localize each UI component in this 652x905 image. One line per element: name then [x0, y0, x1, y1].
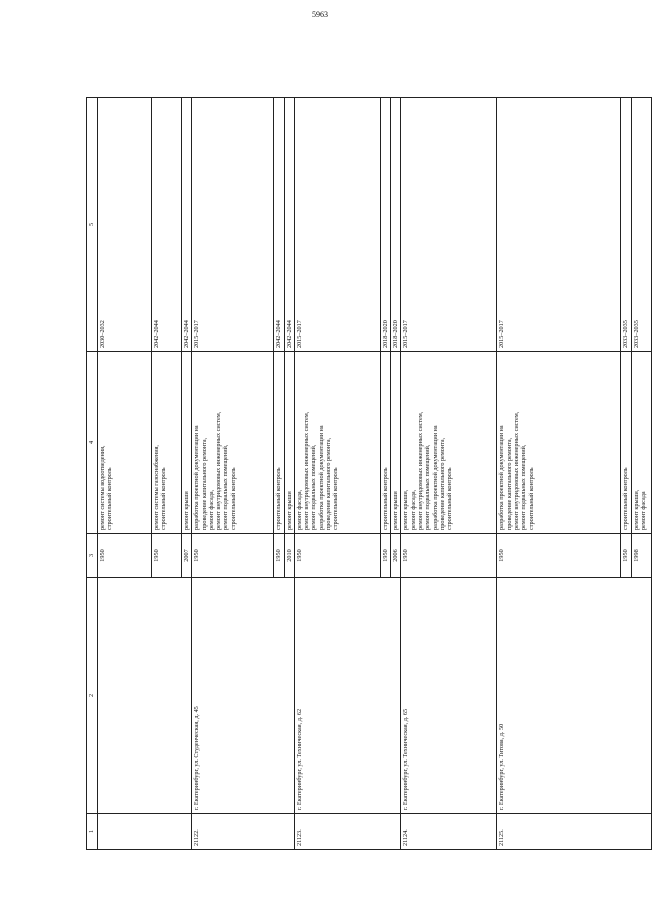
cell-year: 1950 [621, 534, 631, 578]
cell-address: г. Екатеринбург, ул. Техническая, д. 62 [294, 578, 401, 814]
page-number: 5963 [312, 10, 328, 19]
cell-work: ремонт крыши, ремонт фасада, ремонт внутридомовых инженерных систем, ремонт подвальных помещений, разработка проектной документации на проведение капитального ремонта, строительный контроль [401, 352, 497, 534]
cell-period: 2030–2032 [98, 98, 152, 352]
cell-period: 2015–2017 [192, 98, 274, 352]
cell-year: 1950 [380, 534, 390, 578]
cell-year: 1950 [401, 534, 497, 578]
cell-work: ремонт крыши, ремонт фасада [631, 352, 651, 534]
cell-year: 1950 [152, 534, 182, 578]
column-header: 1 [87, 814, 98, 850]
cell-work: строительный контроль [621, 352, 631, 534]
cell-address: г. Екатеринбург, ул. Студенческая, д. 45 [192, 578, 295, 814]
cell-work: строительный контроль [380, 352, 390, 534]
cell-address [98, 578, 192, 814]
column-header: 2 [87, 578, 98, 814]
table-row [192, 98, 274, 850]
header-row [87, 98, 98, 850]
cell-period: 2018–2020 [391, 98, 401, 352]
cell-year: 2007 [182, 534, 192, 578]
cell-year: 1950 [497, 534, 621, 578]
cell-period: 2033–2035 [621, 98, 631, 352]
table-row [401, 98, 497, 850]
cell-period: 2042–2044 [274, 98, 284, 352]
table-row [294, 98, 380, 850]
cell-address: г. Екатеринбург, ул. Титова, д. 50 [497, 578, 651, 814]
cell-number: 21122. [192, 814, 295, 850]
cell-period: 2042–2044 [152, 98, 182, 352]
cell-year: 1950 [274, 534, 284, 578]
cell-work: разработка проектной документации на проведение капитального ремонта, ремонт внутридомовых инженерных систем, ремонт подвальных помещений, строительный контроль [497, 352, 621, 534]
cell-work: ремонт фасада, ремонт внутридомовых инженерных систем, ремонт подвальных помещений, разработка проектной документации на проведение капитального ремонта, строительный контроль [294, 352, 380, 534]
cell-year: 2010 [284, 534, 294, 578]
cell-work: ремонт крыши [391, 352, 401, 534]
cell-work: разработка проектной документации на проведение капитального ремонта, ремонт фасада, ремонт внутридомовых инженерных систем, ремонт подвальных помещений, строительный контроль [192, 352, 274, 534]
cell-year: 2006 [391, 534, 401, 578]
cell-period: 2015–2017 [294, 98, 380, 352]
repair-schedule-table [86, 97, 652, 850]
cell-work: строительный контроль [274, 352, 284, 534]
cell-number: 21123. [294, 814, 401, 850]
document-sheet [86, 98, 648, 850]
cell-number [98, 814, 192, 850]
column-header: 5 [87, 98, 98, 352]
cell-work: ремонт системы водоотведения, строительный контроль [98, 352, 152, 534]
cell-work: ремонт крыши [284, 352, 294, 534]
cell-period: 2015–2017 [497, 98, 621, 352]
cell-year: 1950 [294, 534, 380, 578]
cell-year: 1950 [98, 534, 152, 578]
cell-work: ремонт системы газоснабжения, строительный контроль [152, 352, 182, 534]
table-row [98, 98, 152, 850]
cell-period: 2015–2017 [401, 98, 497, 352]
column-header: 3 [87, 534, 98, 578]
column-header: 4 [87, 352, 98, 534]
cell-address: г. Екатеринбург, ул. Техническая, д. 65 [401, 578, 497, 814]
cell-number: 21125. [497, 814, 651, 850]
cell-period: 2042–2044 [182, 98, 192, 352]
table-row [497, 98, 621, 850]
cell-work: ремонт крыши [182, 352, 192, 534]
cell-period: 2042–2044 [284, 98, 294, 352]
cell-year: 1998 [631, 534, 651, 578]
cell-period: 2033–2035 [631, 98, 651, 352]
cell-number: 21124. [401, 814, 497, 850]
cell-period: 2018–2020 [380, 98, 390, 352]
cell-year: 1950 [192, 534, 274, 578]
